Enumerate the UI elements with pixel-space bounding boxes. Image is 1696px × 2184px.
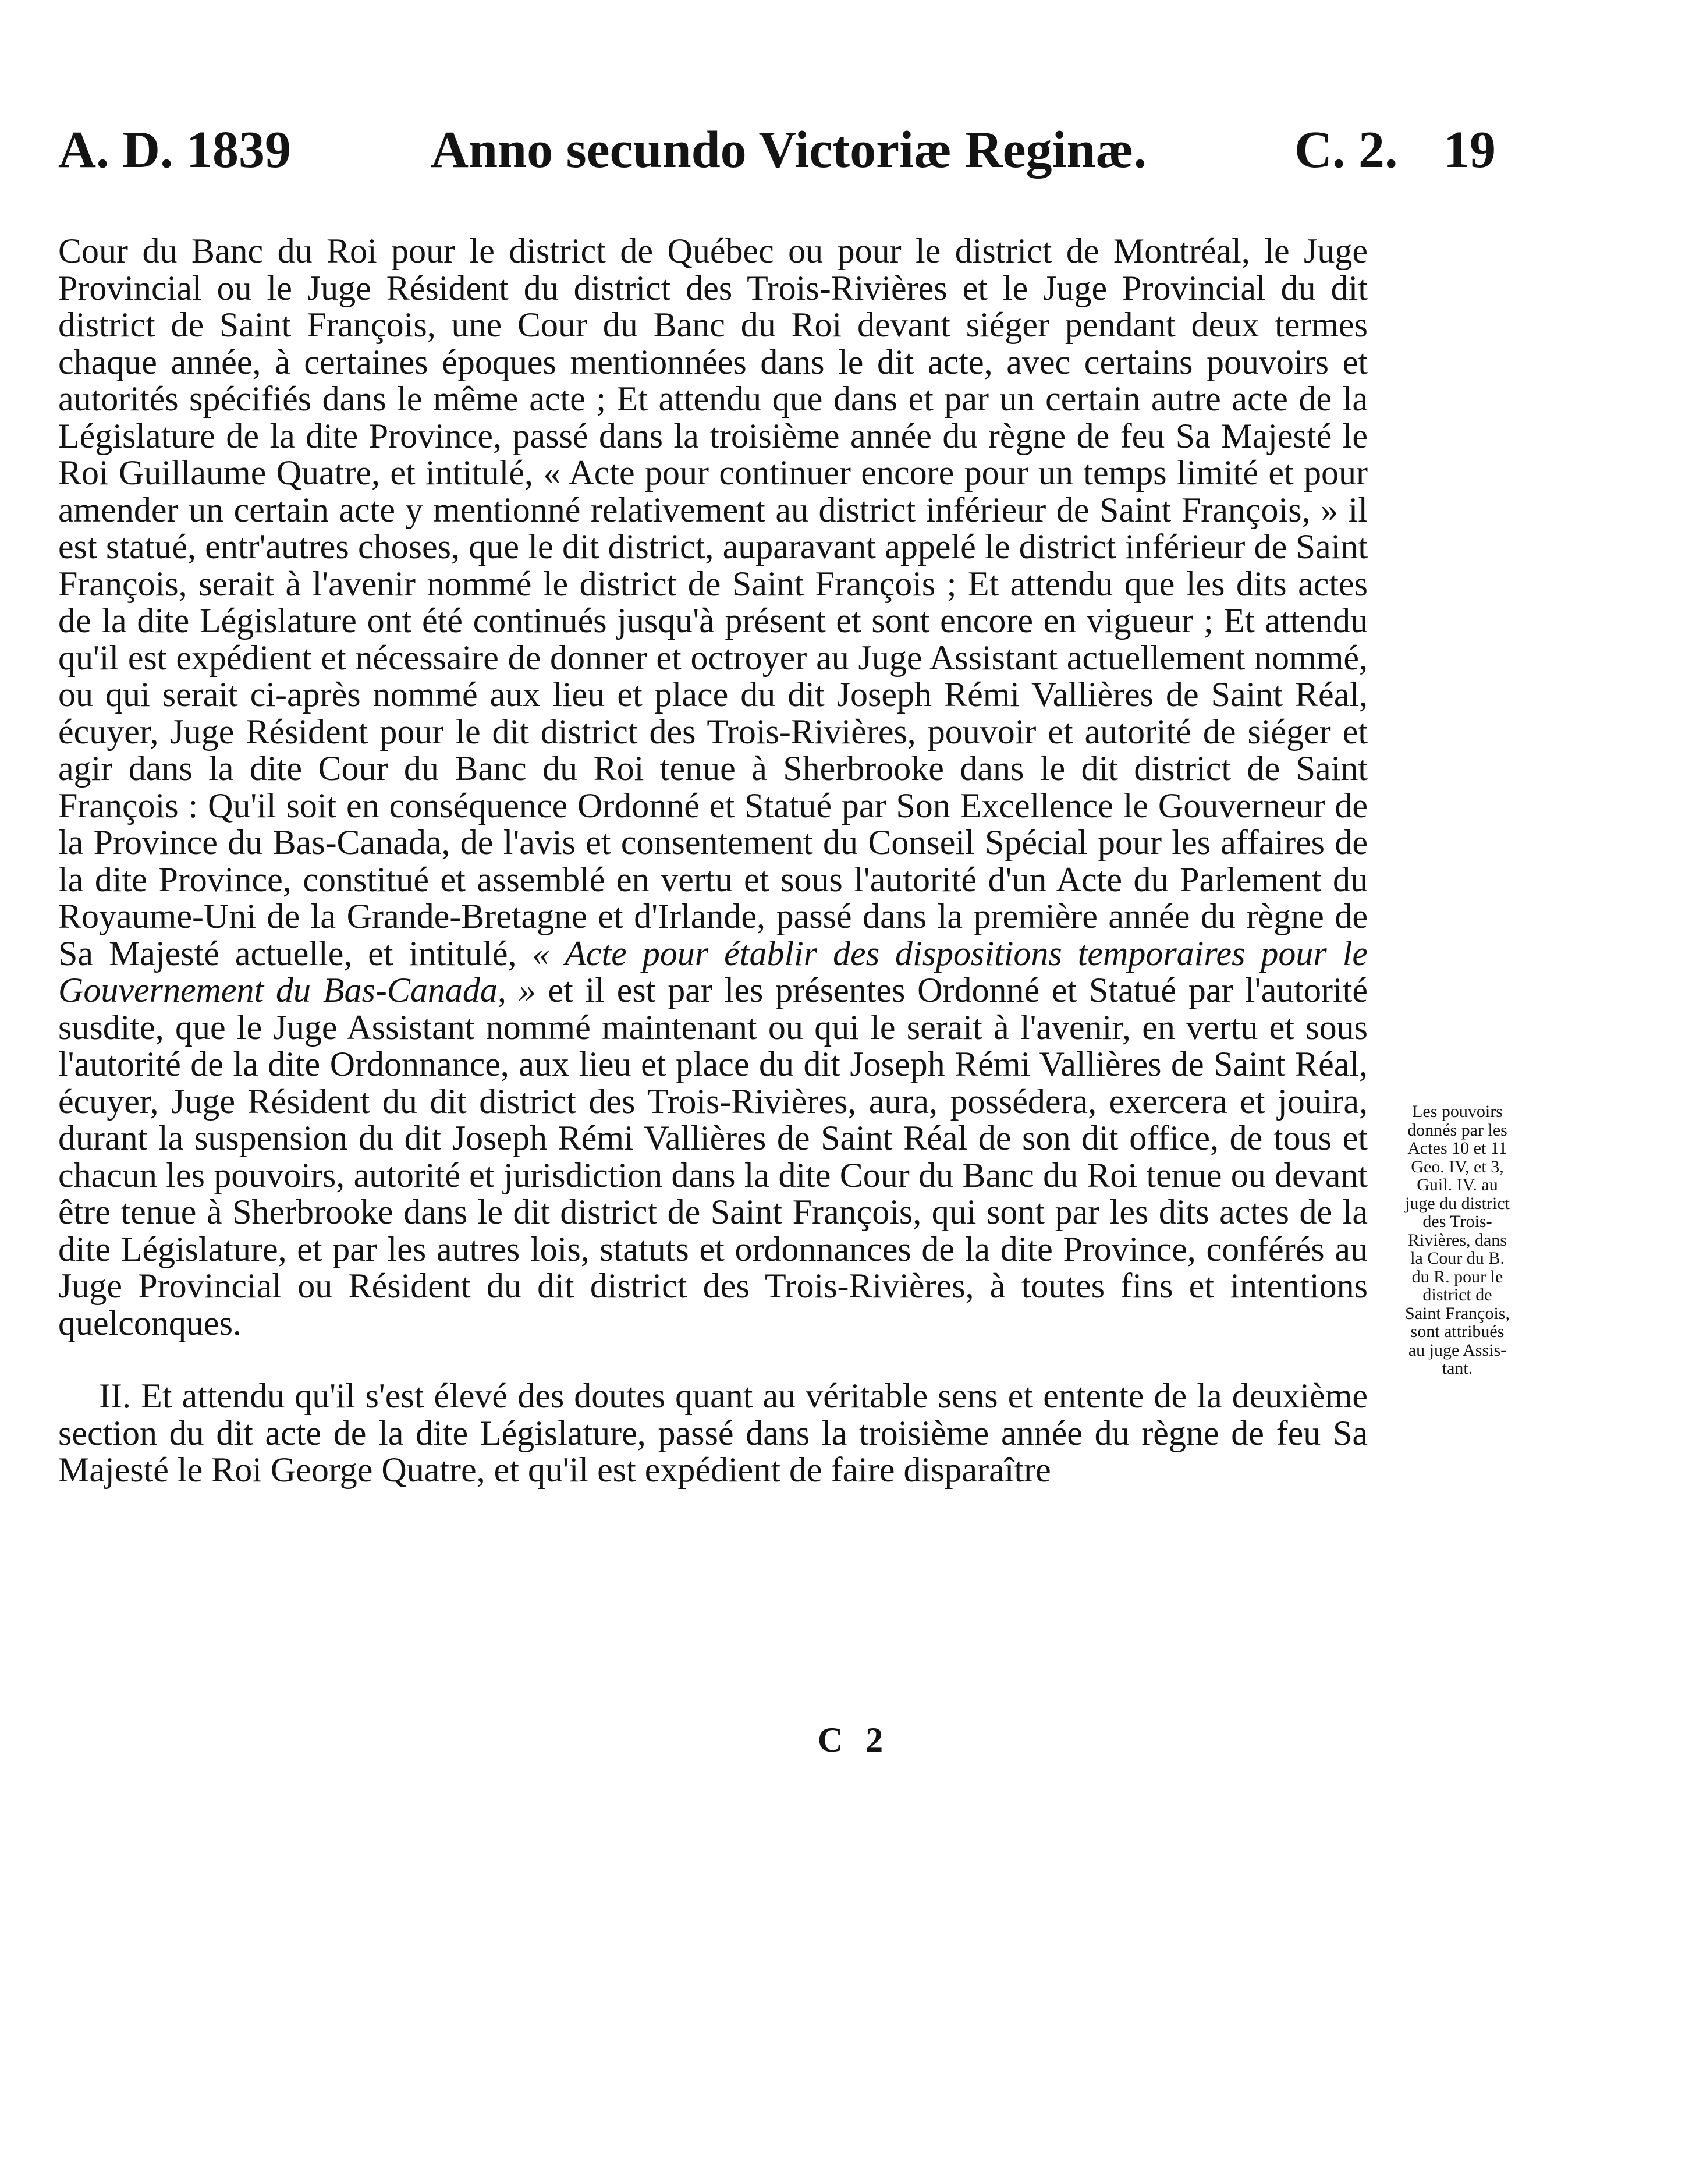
marginal-note-line: Rivières, dans	[1408, 1230, 1507, 1250]
paragraph-1-text-a: Cour du Banc du Roi pour le district de Québec ou pour le district de Montréal, le Juge Provincial ou le Juge Résident du district des Trois-Rivières et le Juge Provincial du dit district de Saint François, une Cour du Banc du Roi devant siéger pendant deux termes chaque année, à certaines époques mentionnées dans le dit acte, avec certains pouvoirs et autorités spécifiés dans le même acte ; Et attendu que dans et par un certain autre acte de la Législature de la dite Province, passé dans la troisième année du règne de feu Sa Majesté le Roi Guillaume Quatre, et intitulé, « Acte pour continuer encore pour un temps limité et pour amender un certain acte y mentionné relativement au district inférieur de Saint François, » il est statué, entr'autres choses, que le dit district, auparavant appelé le district inférieur de Saint François, serait à l'avenir nommé le district de Saint François ; Et attendu que les dits actes de la dite Législature ont été continués jusqu'à présent et sont encore en vigueur ; Et attendu qu'il est expédient et nécessaire de donner et octroyer au Juge Assistant actuellement nommé, ou qui serait ci-après nommé aux lieu et place du dit Joseph Rémi Vallières de Saint Réal, écuyer, Juge Résident pour le dit district des Trois-Rivières, pouvoir et autorité de siéger et agir dans la dite Cour du Banc du Roi tenue à Sherbrooke dans le dit district de Saint François : Qu'il soit en conséquence Ordonné et Statué par Son Excellence le Gouverneur de la Province du Bas-Canada, de l'avis et consentement du Conseil Spécial pour les affaires de la dite Province, constitué et assemblé en vertu et sous l'autorité d'un Acte du Parlement du Royaume-Uni de la Grande-Bretagne et d'Irlande, passé dans la première année du règne de Sa Majesté actuelle, et intitulé,	[58, 232, 1368, 973]
marginal-note-line: au juge Assis-	[1408, 1340, 1507, 1360]
marginal-note-line: Actes 10 et 11	[1407, 1139, 1507, 1158]
header-year: A. D. 1839	[58, 121, 291, 179]
act-title-italic: « Acte pour établir des dispositions temporaires pour le Gouvernement du Bas-Canada, »	[58, 934, 1368, 1009]
marginal-note-line: des Trois-	[1422, 1212, 1492, 1231]
marginal-note-line: juge du district	[1405, 1193, 1510, 1213]
paragraph-2: II. Et attendu qu'il s'est élevé des doutes quant au véritable sens et entente de la deuxième section du dit acte de la dite Législature, passé dans la troisième année du règne de feu Sa Majesté le Roi George Quatre, et qu'il est expédient de faire disparaître	[58, 1377, 1368, 1489]
paragraph-1	[58, 233, 1368, 1342]
marginal-note-line: Saint François,	[1405, 1303, 1510, 1323]
marginal-note-line: la Cour du B.	[1410, 1249, 1505, 1268]
header-title: Anno secundo Victoriæ Reginæ.	[431, 121, 1147, 179]
marginal-note-line: du R. pour le	[1411, 1267, 1503, 1286]
marginal-note	[1381, 1102, 1534, 1378]
marginal-note-line: sont attribués	[1410, 1322, 1505, 1341]
body-text	[58, 233, 1368, 1489]
header-chapter: C. 2.	[1294, 121, 1398, 179]
page-number: 19	[1443, 121, 1496, 179]
signature-mark: C 2	[817, 1721, 890, 1759]
marginal-note-line: Geo. IV, et 3,	[1411, 1157, 1504, 1176]
paragraph-1-text-b: et il est par les présentes Ordonné et Statué par l'autorité susdite, que le Juge Assistant nommé maintenant ou qui le serait à l'avenir, en vertu et sous l'autorité de la dite Ordonnance, aux lieu et place du dit Joseph Rémi Vallières de Saint Réal, écuyer, Juge Résident du dit district des Trois-Rivières, aura, possédera, exercera et jouira, durant la suspension du dit Joseph Rémi Vallières de Saint Réal de son dit office, de tous et chacun les pouvoirs, autorité et jurisdiction dans la dite Cour du Banc du Roi tenue ou devant être tenue à Sherbrooke dans le dit district de Saint François, qui sont par les dits actes de la dite Législature, et par les autres lois, statuts et ordonnances de la dite Province, conférés au Juge Provincial ou Résident du dit district des Trois-Rivières, à toutes fins et intentions quelconques.	[58, 971, 1368, 1342]
marginal-note-line: donnés par les	[1407, 1120, 1507, 1140]
marginal-note-line: tant.	[1442, 1359, 1473, 1378]
marginal-note-line: district de	[1422, 1285, 1492, 1304]
marginal-note-line: Les pouvoirs	[1412, 1102, 1503, 1121]
marginal-note-line: Guil. IV. au	[1417, 1175, 1498, 1194]
running-header	[58, 115, 1537, 185]
